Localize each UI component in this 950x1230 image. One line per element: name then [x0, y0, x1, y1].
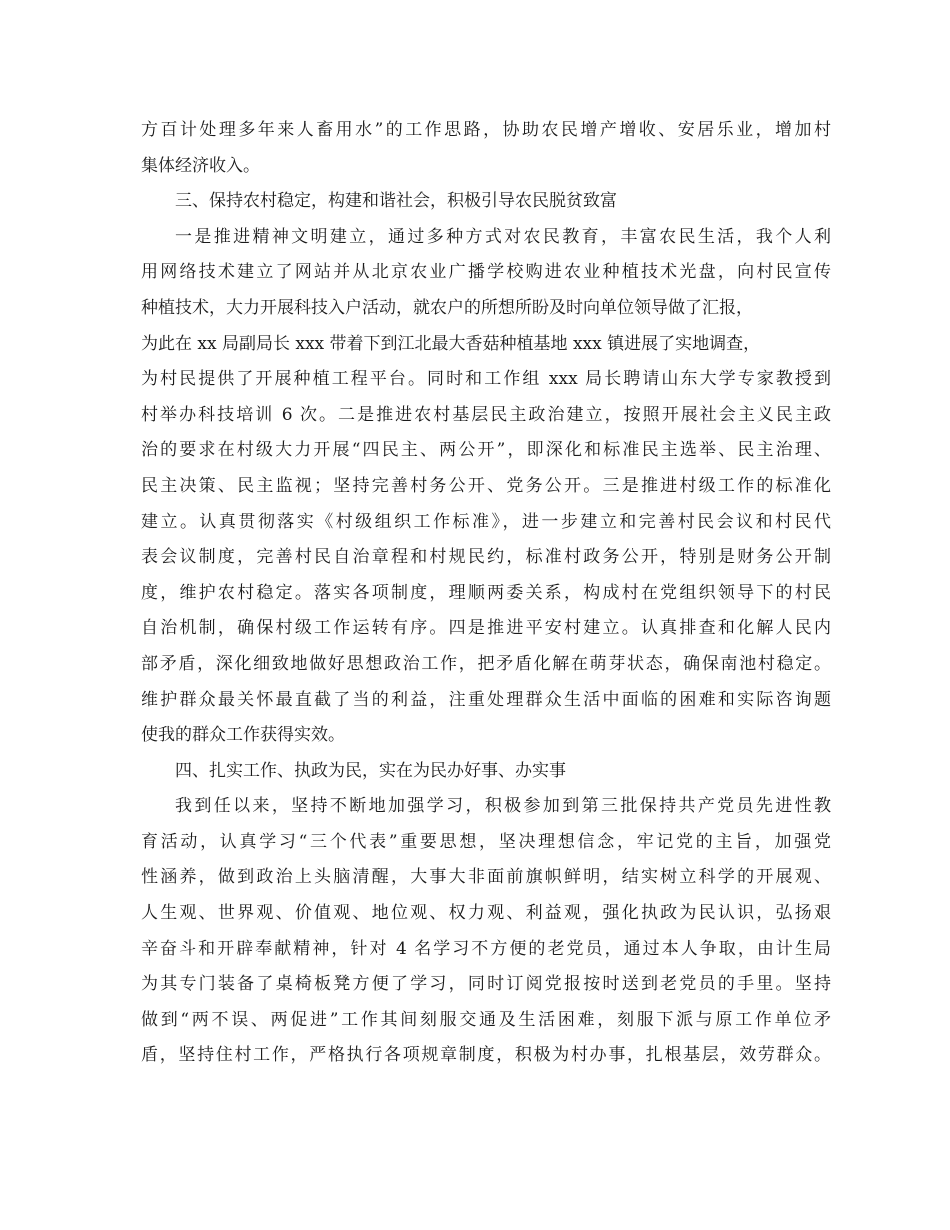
text-line: 集体经济收入。: [141, 155, 260, 176]
text-line: 一是推进精神文明建立，通过多种方式对农民教育，丰富农民生活，我个人利: [175, 226, 831, 247]
text-line: 度，维护农村稳定。落实各项制度，理顺两委关系，构成村在党组织领导下的村民: [141, 582, 831, 603]
text-line: 部矛盾，深化细致地做好思想政治工作，把矛盾化解在萌芽状态，确保南池村稳定。: [141, 653, 831, 674]
text-line: 建立。认真贯彻落实《村级组织工作标准》，进一步建立和完善村民会议和村民代: [141, 511, 831, 532]
text-line: 为村民提供了开展种植工程平台。同时和工作组 xxx 局长聘请山东大学专家教授到: [141, 369, 831, 390]
text-line: 用网络技术建立了网站并从北京农业广播学校购进农业种植技术光盘，向村民宣传: [141, 262, 831, 283]
text-line: 四、扎实工作、执政为民，实在为民办好事、办实事: [175, 760, 566, 781]
text-line: 村举办科技培训 6 次。二是推进农村基层民主政治建立，按照开展社会主义民主政: [141, 404, 831, 425]
text-line: 自治机制，确保村级工作运转有序。四是推进平安村建立。认真排查和化解人民内: [141, 618, 831, 639]
text-line: 做到“两不误、两促进”工作其间刻服交通及生活困难，刻服下派与原工作单位矛: [141, 1009, 831, 1030]
text-line: 表会议制度，完善村民自治章程和村规民约，标准村政务公开，特别是财务公开制: [141, 547, 831, 568]
text-line: 我到任以来，坚持不断地加强学习，积极参加到第三批保持共产党员先进性教: [175, 796, 831, 817]
text-line: 民主决策、民主监视；坚持完善村务公开、党务公开。三是推进村级工作的标准化: [141, 475, 831, 496]
text-line: 育活动，认真学习“三个代表”重要思想，坚决理想信念，牢记党的主旨，加强党: [141, 831, 831, 852]
text-line: 方百计处理多年来人畜用水”的工作思路，协助农民增产增收、安居乐业，增加村: [141, 120, 831, 140]
document-body: [141, 113, 831, 1074]
text-line: 为此在 xx 局副局长 xxx 带着下到江北最大香菇种植基地 xxx 镇进展了实地调查，: [141, 333, 761, 354]
text-line: 人生观、世界观、价值观、地位观、权力观、利益观，强化执政为民认识，弘扬艰: [141, 903, 831, 924]
text-line: 三、保持农村稳定，构建和谐社会，积极引导农民脱贫致富: [175, 191, 617, 212]
text-line: 维护群众最关怀最直截了当的利益，注重处理群众生活中面临的困难和实际咨询题: [141, 689, 831, 710]
text-line: 为其专门装备了桌椅板凳方便了学习，同时订阅党报按时送到老党员的手里。坚持: [141, 974, 831, 995]
text-line: 治的要求在村级大力开展“四民主、两公开”，即深化和标准民主选举、民主治理、: [141, 440, 831, 461]
text-line: 辛奋斗和开辟奉献精神，针对 4 名学习不方便的老党员，通过本人争取，由计生局: [141, 938, 831, 959]
text-line: 种植技术，大力开展科技入户活动，就农户的所想所盼及时向单位领导做了汇报，: [141, 297, 753, 318]
text-line: 盾，坚持住村工作，严格执行各项规章制度，积极为村办事，扎根基层，效劳群众。: [141, 1045, 831, 1066]
text-line: 使我的群众工作获得实效。: [141, 725, 345, 746]
text-line: 性涵养，做到政治上头脑清醒，大事大非面前旗帜鲜明，结实树立科学的开展观、: [141, 867, 831, 888]
